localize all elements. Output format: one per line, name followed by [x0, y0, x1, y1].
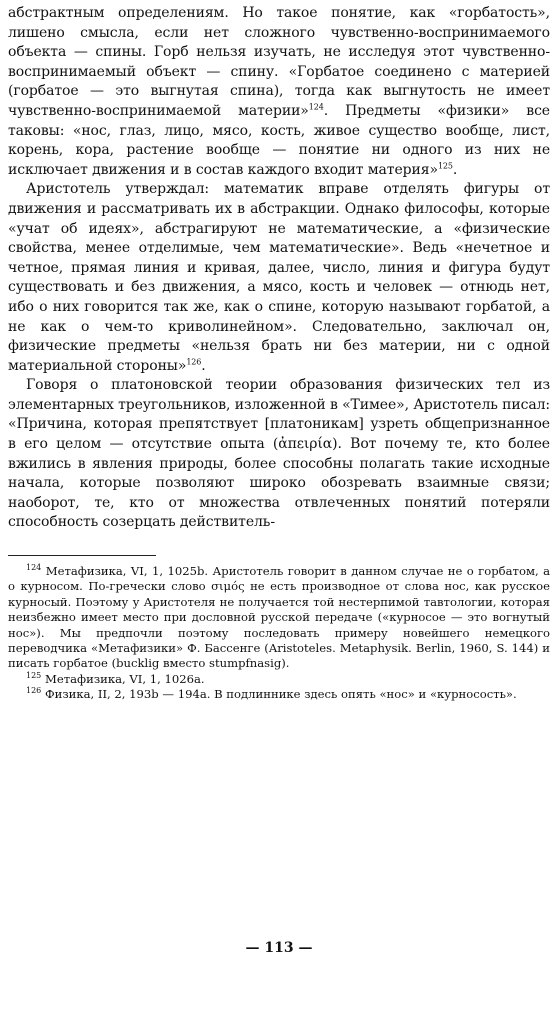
footnote-text: Метафизика, VI, 1, 1025b. Аристотель говорит в данном случае не о горбатом, а о курносом. По-гречески слово σιμός не есть производное от слова нос, как русское курносый. Поэтому у Аристотеля не получается той нестерпимой тавтологии, которая неизбежно имеет место при дословной русской передаче («курносое — это вогнутый нос»). Мы предпочли поэтому последовать примеру новейшего немецкого переводчика «Метафизики» Ф. Бассенге (Aristoteles. Metaphysik. Berlin, 1960, S. 144) и писать горбатое (bucklig вместо stumpfnasig).: [8, 564, 550, 671]
footnote-text: Метафизика, VI, 1, 1026a.: [44, 671, 205, 686]
paragraph-1-continuation: . Предметы «физики» все таковы: «нос, глаз, лицо, мясо, кость, живое существо вообще, лист, корень, кора, растение вообще — понятие ни одного из них не исключает движения и в состав каждого входит материя»: [8, 102, 550, 178]
paragraph-2-text: Аристотель утверждал: математик вправе отделять фигуры от движения и рассматривать их в абстракции. Однако философы, которые «учат об идеях», абстрагируют не математические, а «физические свойства, менее отделимые, чем математические». Ведь «нечетное и четное, прямая линия и кривая, далее, число, линия и фигура будут существовать и без движения, а мясо, кость и человек — отнюдь нет, ибо о них говорится так же, как о спине, которую называют горбатой, а не как о чем-то криволинейном». Следовательно, заключал он, физические предметы «нельзя брать ни без материи, ни с одной материальной стороны»: [8, 181, 550, 374]
main-text: [8, 4, 550, 533]
page-number: — 113 —: [245, 940, 313, 956]
footnote-ref-126: 126: [186, 357, 202, 367]
footnote-126: [8, 687, 550, 702]
footnote-125: [8, 672, 550, 687]
footnote-number: 124: [26, 563, 42, 573]
footnote-ref-125: 125: [437, 161, 453, 171]
paragraph-1: [8, 4, 550, 180]
paragraph-3: Говоря о платоновской теории образования физических тел из элементарных треугольников, изложенной в «Тимее», Аристотель писал: «Причина, которая препятствует [платоникам] узреть общепризнанное в его целом — отсутствие опыта (ἀπειρία). Вот почему те, кто более вжились в явления природы, более способны полагать такие исходные начала, которые позволяют широко обозревать взаимные связи; наоборот, те, кто от множества отвлеченных понятий потеряли способность созерцать действитель-: [8, 377, 551, 531]
paragraph-2: [8, 180, 550, 376]
paragraph-2-end: .: [201, 357, 206, 374]
paragraph-1-text: абстрактным определениям. Но такое понятие, как «горбатость», лишено смысла, если нет сложного чувственно-воспринимаемого объекта — спины. Горб нельзя изучать, не исследуя этот чувственно-воспринимаемый объект — спину. «Горбатое соединено с материей (горбатое — это выгнутая спина), тогда как выгнутость не имеет чувственно-воспринимаемой материи»: [8, 5, 550, 119]
footnotes: [8, 564, 550, 703]
footnote-divider: [8, 555, 156, 556]
footnote-text: Физика, II, 2, 193b — 194a. В подлиннике здесь опять «нос» и «курносость».: [44, 687, 517, 702]
footnote-number: 125: [26, 671, 42, 681]
paragraph-1-end: .: [452, 161, 458, 178]
footnote-ref-124: 124: [308, 102, 324, 112]
footnote-number: 126: [26, 686, 42, 696]
footnote-124: [8, 564, 550, 672]
